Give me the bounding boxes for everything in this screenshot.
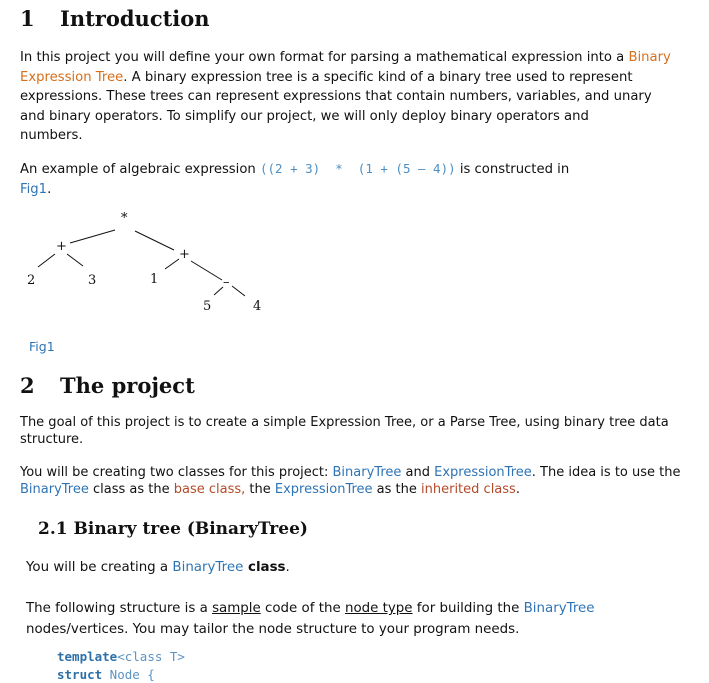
tree-node-plus-left: + <box>56 239 67 254</box>
l1-text-a: You will be creating a <box>26 560 173 575</box>
example-pre: An example of algebraic expression <box>20 162 260 177</box>
section-heading-project <box>20 373 195 398</box>
edge-plus2-1 <box>165 259 179 269</box>
edge-plus-2 <box>38 254 55 267</box>
intro-text-b: . A binary expression tree is a specific kind of a binary tree used to represent <box>123 69 633 85</box>
tree-node-1: 1 <box>150 272 159 287</box>
node-structure-paragraph <box>26 598 686 640</box>
p2-text-e: as the <box>372 482 422 497</box>
edge-plus-3 <box>67 254 83 266</box>
tree-node-4: 4 <box>253 299 262 314</box>
intro-paragraph <box>20 48 695 146</box>
expressiontree-ref: ExpressionTree <box>434 465 532 480</box>
expressiontree-ref-2: ExpressionTree <box>274 482 373 497</box>
tree-node-minus: – <box>223 275 230 290</box>
binarytree-class-line <box>26 557 686 578</box>
tree-node-3: 3 <box>88 273 97 288</box>
edge-plus2-minus <box>191 261 222 280</box>
code-template-keyword: template <box>57 649 118 664</box>
binarytree-ref: BinaryTree <box>332 465 402 480</box>
project-goal-paragraph: The goal of this project is to create a simple Expression Tree, or a Parse Tree, using binary tree data structure. <box>20 415 669 447</box>
subsection-number: 2.1 <box>38 519 68 539</box>
edge-minus-4 <box>232 286 245 296</box>
binarytree-ref-2: BinaryTree <box>20 482 89 497</box>
tree-node-2: 2 <box>27 273 36 288</box>
intro-text <box>20 50 671 85</box>
binarytree-ref-4: BinaryTree <box>523 601 595 616</box>
example-expression: ((2 + 3) * (1 + (5 – 4)) <box>259 161 456 176</box>
l2-text-b: code of the <box>260 601 345 616</box>
edge-root-left <box>70 230 115 243</box>
node-type-underlined: node type <box>344 601 413 616</box>
inherited-class-term: inherited class <box>421 482 516 497</box>
fig1-reference[interactable]: Fig1 <box>20 181 48 197</box>
edge-minus-5 <box>214 287 223 295</box>
link-part-1: Binary <box>628 50 671 65</box>
class-bold: class <box>243 560 286 575</box>
tree-node-5: 5 <box>203 299 212 314</box>
l2-text-c: for building the <box>412 601 524 616</box>
edge-root-right <box>135 231 174 250</box>
section-title: Introduction <box>60 6 210 31</box>
link-part-2: Expression Tree <box>20 69 124 85</box>
section-title: The project <box>60 373 195 398</box>
intro-text-a: In this project you will define your own format for parsing a mathematical expression into a <box>20 50 629 65</box>
section-number: 2 <box>20 373 35 398</box>
p2-text-d: the <box>245 482 275 497</box>
p2-text-b: . The idea is to use the <box>531 465 681 480</box>
fig-ref-suffix: . <box>47 181 52 197</box>
intro-line3: expressions. These trees can represent expressions that contain numbers, variables, and unary <box>20 89 652 104</box>
expression-tree-figure <box>18 205 278 320</box>
example-paragraph <box>20 159 695 199</box>
tree-node-plus-right: + <box>179 247 190 262</box>
intro-line4: and binary operators. To simplify our project, we will only deploy binary operators and <box>20 108 589 124</box>
sample-underlined: sample <box>212 601 261 616</box>
project-classes-paragraph <box>20 464 695 498</box>
binarytree-ref-3: BinaryTree <box>172 560 244 575</box>
subsection-title: Binary tree (BinaryTree) <box>73 519 308 539</box>
code-struct-keyword: struct <box>57 667 103 682</box>
p2-text-c: class as the <box>88 482 174 497</box>
p2-text-and: and <box>401 465 435 480</box>
p2-text-f: . <box>515 482 520 497</box>
figure-caption: Fig1 <box>29 339 55 354</box>
intro-line5: numbers. <box>20 128 83 143</box>
code-snippet <box>57 647 185 683</box>
section-heading-introduction <box>20 6 210 31</box>
base-class-term: base class, <box>173 482 246 497</box>
example-post: is constructed in <box>455 162 570 177</box>
code-struct-rest: Node { <box>102 667 155 682</box>
code-template-rest: <class T> <box>117 649 185 664</box>
subsection-heading-binary-tree <box>38 519 308 539</box>
l1-text-c: . <box>285 560 290 575</box>
l2-text-a: The following structure is a <box>26 601 213 616</box>
l3-text: nodes/vertices. You may tailor the node structure to your program needs. <box>26 622 520 637</box>
p2-text-a: You will be creating two classes for this project: <box>20 465 333 480</box>
section-number: 1 <box>20 6 35 31</box>
tree-node-times: * <box>121 211 128 226</box>
